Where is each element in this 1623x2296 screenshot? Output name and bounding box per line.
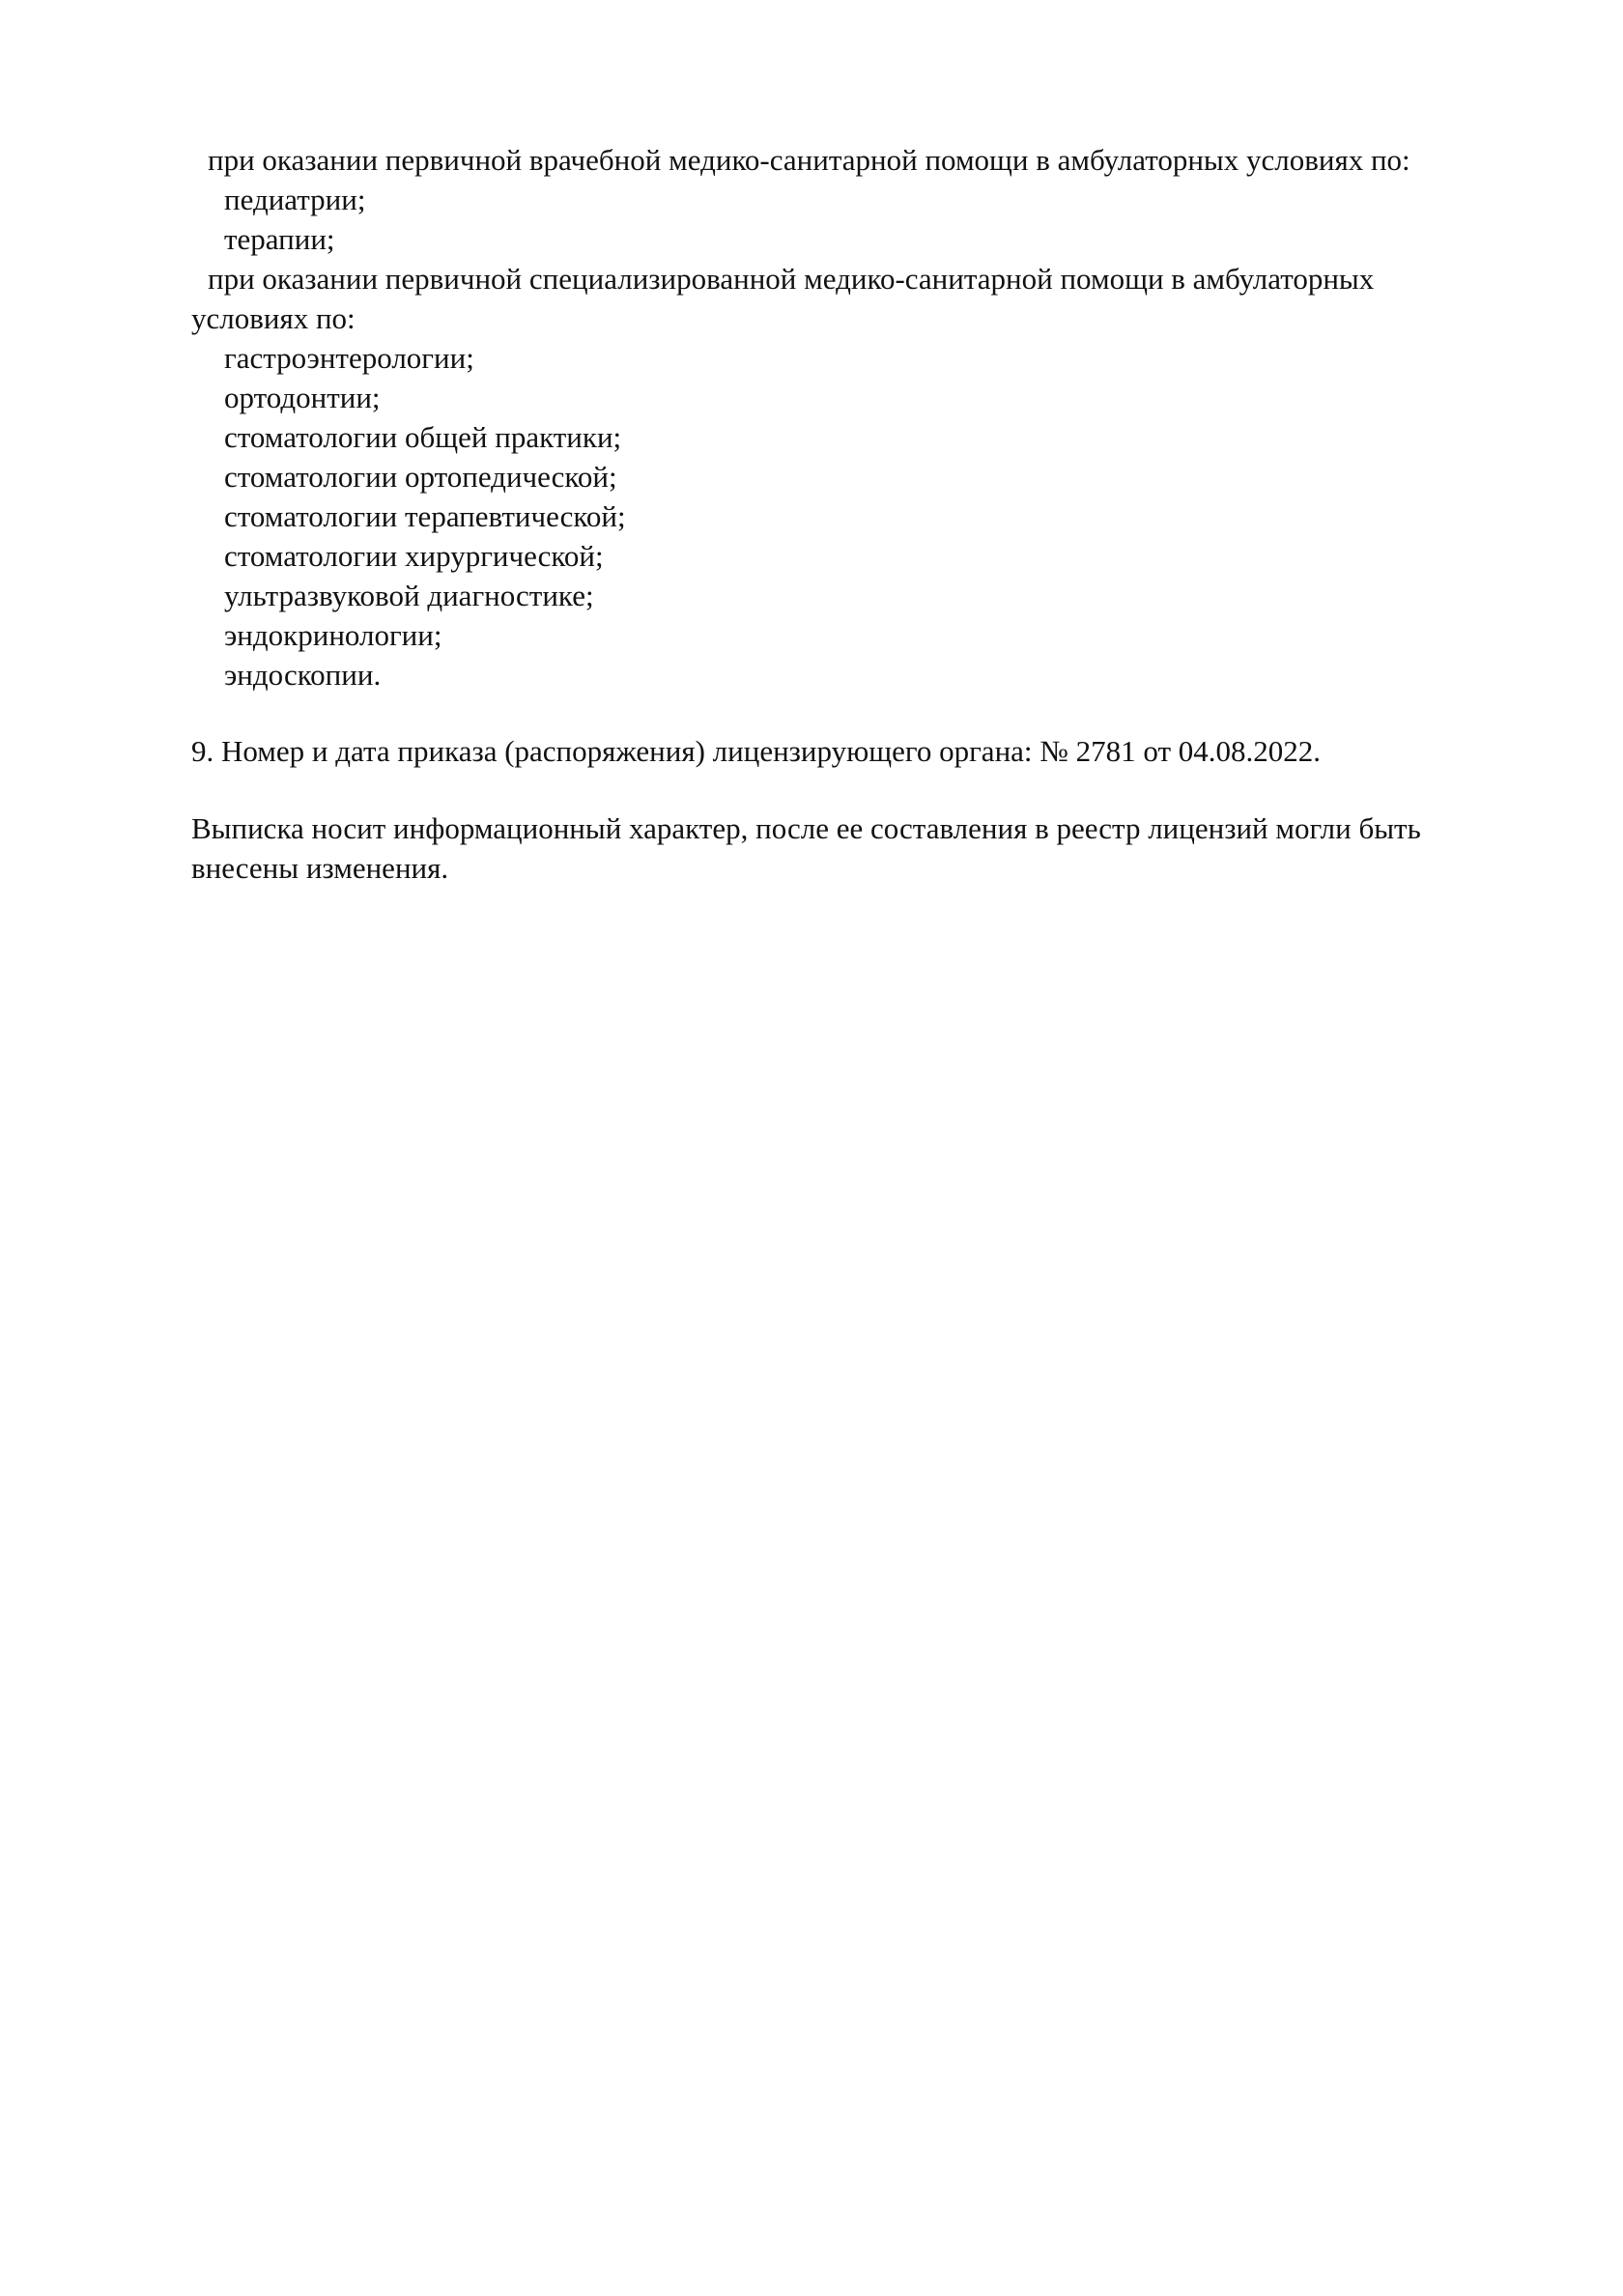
order-number-date: 9. Номер и дата приказа (распоряжения) лицензирующего органа: № 2781 от 04.08.2022. bbox=[191, 734, 1321, 768]
specialized-item-orthopedic-dentistry: стоматологии ортопедической; bbox=[224, 460, 617, 494]
specialized-item-general-dentistry: стоматологии общей практики; bbox=[224, 420, 622, 454]
specialized-care-heading-line2: условиях по: bbox=[191, 301, 356, 335]
specialized-item-endocrinology: эндокринологии; bbox=[224, 618, 442, 652]
disclaimer-line1: Выписка носит информационный характер, после ее составления в реестр лицензий могли быть bbox=[191, 811, 1421, 845]
specialized-item-surgical-dentistry: стоматологии хирургической; bbox=[224, 539, 604, 573]
specialized-care-heading-line1: при оказании первичной специализированной медико-санитарной помощи в амбулаторных bbox=[208, 262, 1375, 296]
specialized-item-orthodontics: ортодонтии; bbox=[224, 381, 381, 414]
specialized-item-endoscopy: эндоскопии. bbox=[224, 658, 382, 692]
specialized-item-gastroenterology: гастроэнтерологии; bbox=[224, 341, 474, 375]
primary-item-therapy: терапии; bbox=[224, 222, 335, 256]
primary-care-heading: при оказании первичной врачебной медико-санитарной помощи в амбулаторных условиях по: bbox=[208, 143, 1410, 177]
disclaimer-line2: внесены изменения. bbox=[191, 851, 449, 885]
specialized-item-ultrasound: ультразвуковой диагностике; bbox=[224, 579, 594, 612]
primary-item-pediatrics: педиатрии; bbox=[224, 183, 366, 216]
specialized-item-therapeutic-dentistry: стоматологии терапевтической; bbox=[224, 499, 626, 533]
